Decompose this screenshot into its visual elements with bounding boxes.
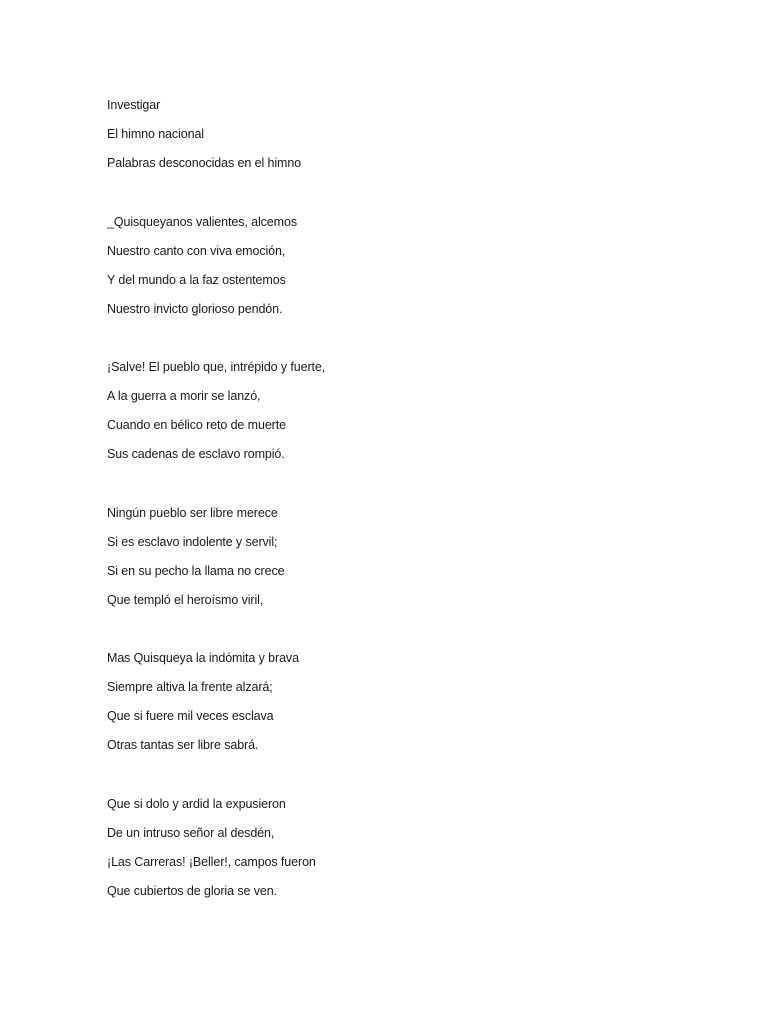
verse-line: _Quisqueyanos valientes, alcemos xyxy=(107,214,297,229)
verse-line: Mas Quisqueya la indómita y brava xyxy=(107,651,299,665)
stanza-4 xyxy=(107,644,707,760)
document-body xyxy=(107,91,707,906)
stanza-1 xyxy=(107,208,707,324)
assignment-title: Investigar xyxy=(107,98,161,112)
verse-line: ¡Salve! El pueblo que, intrépido y fuerte, xyxy=(107,360,326,374)
verse-line: Sus cadenas de esclavo rompió. xyxy=(107,447,285,461)
verse-line: Nuestro canto con viva emoción, xyxy=(107,243,286,258)
stanza-gap xyxy=(107,324,707,354)
assignment-topic: El himno nacional xyxy=(107,127,204,141)
verse-line: Que si fuere mil veces esclava xyxy=(107,709,274,723)
stanza-5 xyxy=(107,790,707,906)
verse-line: Que si dolo y ardid la expusieron xyxy=(107,796,286,811)
verse-line: Ningún pueblo ser libre merece xyxy=(107,505,278,520)
stanza-3 xyxy=(107,499,707,615)
verse-line: Que templó el heroísmo viril, xyxy=(107,592,264,607)
verse-line: Y del mundo a la faz ostentemos xyxy=(107,272,286,287)
verse-line: A la guerra a morir se lanzó, xyxy=(107,389,261,403)
stanza-gap xyxy=(107,760,707,790)
stanza-gap xyxy=(107,178,707,208)
stanza-2 xyxy=(107,353,707,469)
header-block xyxy=(107,91,707,178)
verse-line: ¡Las Carreras! ¡Beller!, campos fueron xyxy=(107,854,316,869)
verse-line: Si en su pecho la llama no crece xyxy=(107,563,285,578)
verse-line: Siempre altiva la frente alzará; xyxy=(107,680,273,694)
verse-line: Que cubiertos de gloria se ven. xyxy=(107,883,277,898)
verse-line: Si es esclavo indolente y servil; xyxy=(107,534,278,549)
stanza-gap xyxy=(107,469,707,499)
stanza-gap xyxy=(107,615,707,645)
assignment-task: Palabras desconocidas en el himno xyxy=(107,156,302,170)
verse-line: Otras tantas ser libre sabrá. xyxy=(107,738,259,752)
verse-line: Nuestro invicto glorioso pendón. xyxy=(107,301,283,316)
verse-line: De un intruso señor al desdén, xyxy=(107,825,275,840)
verse-line: Cuando en bélico reto de muerte xyxy=(107,418,286,432)
